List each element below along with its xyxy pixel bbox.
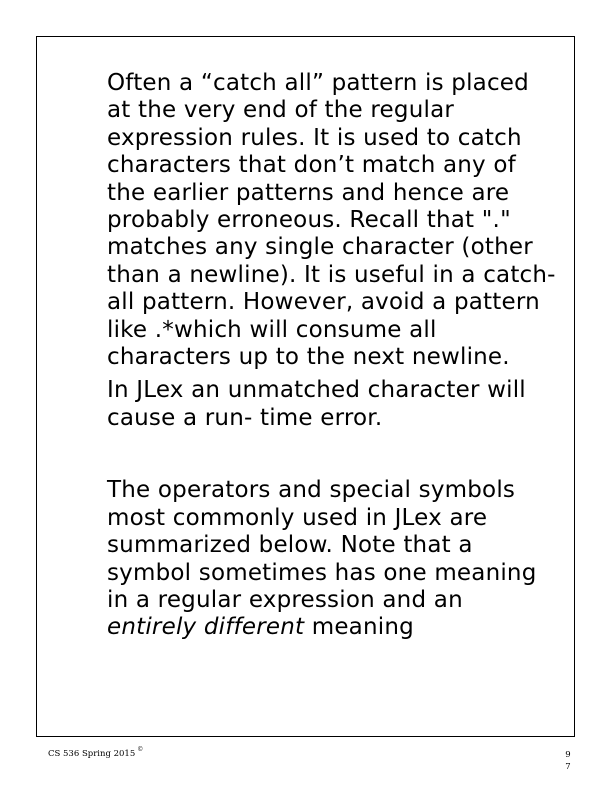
emphasis-entirely-different: entirely different — [107, 614, 305, 641]
page-number — [563, 749, 573, 773]
paragraph-unmatched-character: In JLex an unmatched character will cause a run- time error. — [107, 377, 526, 431]
slide-body — [107, 70, 557, 642]
footer-course-label — [48, 746, 144, 759]
paragraph-operators-end: meaning — [304, 614, 414, 641]
course-term: CS 536 Spring 2015 — [48, 749, 136, 759]
page-number-digit-2: 7 — [565, 762, 571, 772]
page-number-digit-1: 9 — [565, 750, 571, 760]
copyright-symbol: © — [137, 746, 144, 753]
paragraph-operators-start: The operators and special symbols most commonly used in JLex are summarized below. Note that a symbol sometimes has one meaning in a regular expression and an — [107, 477, 537, 613]
paragraph-operators — [107, 477, 557, 641]
paragraph-catch-all: Often a “catch all” pattern is placed at the very end of the regular expression rules. It is used to catch characters that don’t match any of the earlier patterns and hence are probably erroneous. Recall that "." matches any single character (other than a newline). It is useful in a catch- all pattern. However, avoid a pattern like .*which will consume all characters up to the next newline. — [107, 70, 556, 371]
